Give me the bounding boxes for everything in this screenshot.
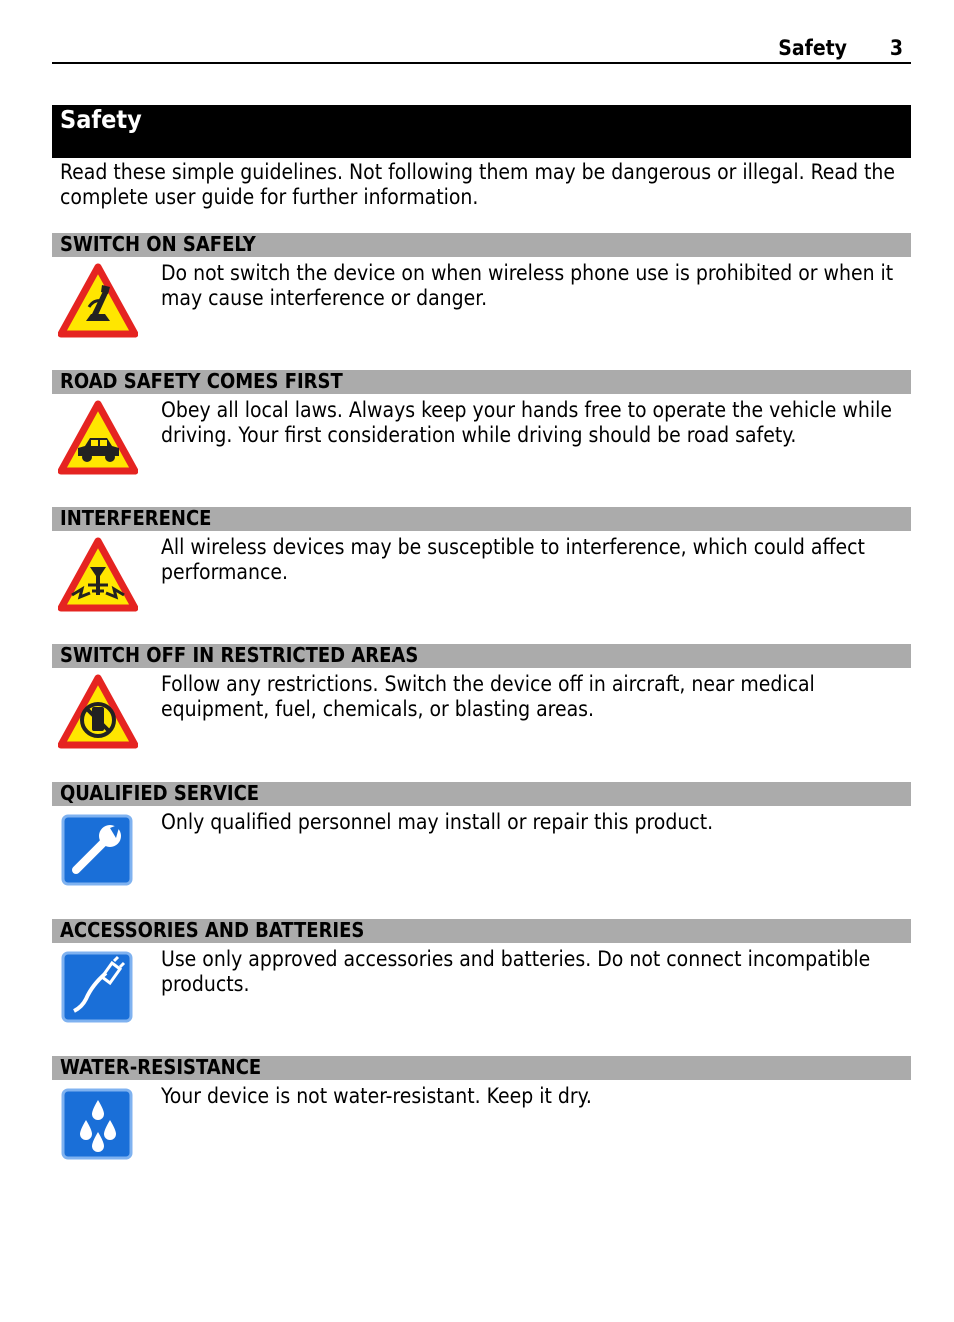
- section-heading: ROAD SAFETY COMES FIRST: [60, 369, 343, 393]
- section-text: All wireless devices may be susceptible to interference, which could affect performance.: [161, 535, 865, 584]
- section-text: Follow any restrictions. Switch the device off in aircraft, near medical equipment, fuel, chemicals, or blasting areas.: [161, 672, 815, 721]
- section-heading: ACCESSORIES AND BATTERIES: [60, 918, 365, 942]
- section-heading-bar: [52, 919, 911, 943]
- section-heading-bar: [52, 233, 911, 257]
- section-heading: SWITCH OFF IN RESTRICTED AREAS: [60, 643, 419, 667]
- chapter-title-bar: [52, 105, 911, 158]
- running-header-title: Safety: [778, 36, 847, 60]
- section-text: Your device is not water-resistant. Keep it dry.: [161, 1084, 592, 1108]
- section-accessories-batteries: [52, 919, 911, 1049]
- section-road-safety: [52, 370, 911, 500]
- section-heading: WATER-RESISTANCE: [60, 1055, 262, 1079]
- section-water-resistance: [52, 1056, 911, 1186]
- section-heading-bar: [52, 370, 911, 394]
- section-heading: INTERFERENCE: [60, 506, 212, 530]
- page-number: 3: [889, 36, 903, 60]
- section-text: Use only approved accessories and batteries. Do not connect incompatible products.: [161, 947, 871, 996]
- section-text: Do not switch the device on when wireless phone use is prohibited or when it may cause interference or danger.: [161, 261, 894, 310]
- warning-interference-icon: [58, 537, 138, 613]
- warning-car-icon: [58, 400, 138, 476]
- section-switch-on-safely: [52, 233, 911, 363]
- section-restricted-areas: [52, 644, 911, 774]
- section-heading: QUALIFIED SERVICE: [60, 781, 260, 805]
- section-heading-bar: [52, 782, 911, 806]
- section-heading: SWITCH ON SAFELY: [60, 232, 256, 256]
- section-heading-bar: [52, 1056, 911, 1080]
- running-header: [52, 30, 911, 64]
- section-heading-bar: [52, 507, 911, 531]
- cable-plug-icon: [58, 949, 138, 1025]
- section-qualified-service: [52, 782, 911, 912]
- water-drops-icon: [58, 1086, 138, 1162]
- warning-phone-hand-icon: [58, 263, 138, 339]
- chapter-title: Safety: [60, 105, 142, 134]
- intro-paragraph: Read these simple guidelines. Not following them may be dangerous or illegal. Read the complete user guide for further information.: [60, 160, 895, 209]
- section-text: Only qualified personnel may install or repair this product.: [161, 810, 714, 834]
- warning-no-phone-icon: [58, 674, 138, 750]
- section-text: Obey all local laws. Always keep your hands free to operate the vehicle while driving. Your first consideration while driving should be road safety.: [161, 398, 892, 447]
- wrench-icon: [58, 812, 138, 888]
- section-heading-bar: [52, 644, 911, 668]
- section-interference: [52, 507, 911, 637]
